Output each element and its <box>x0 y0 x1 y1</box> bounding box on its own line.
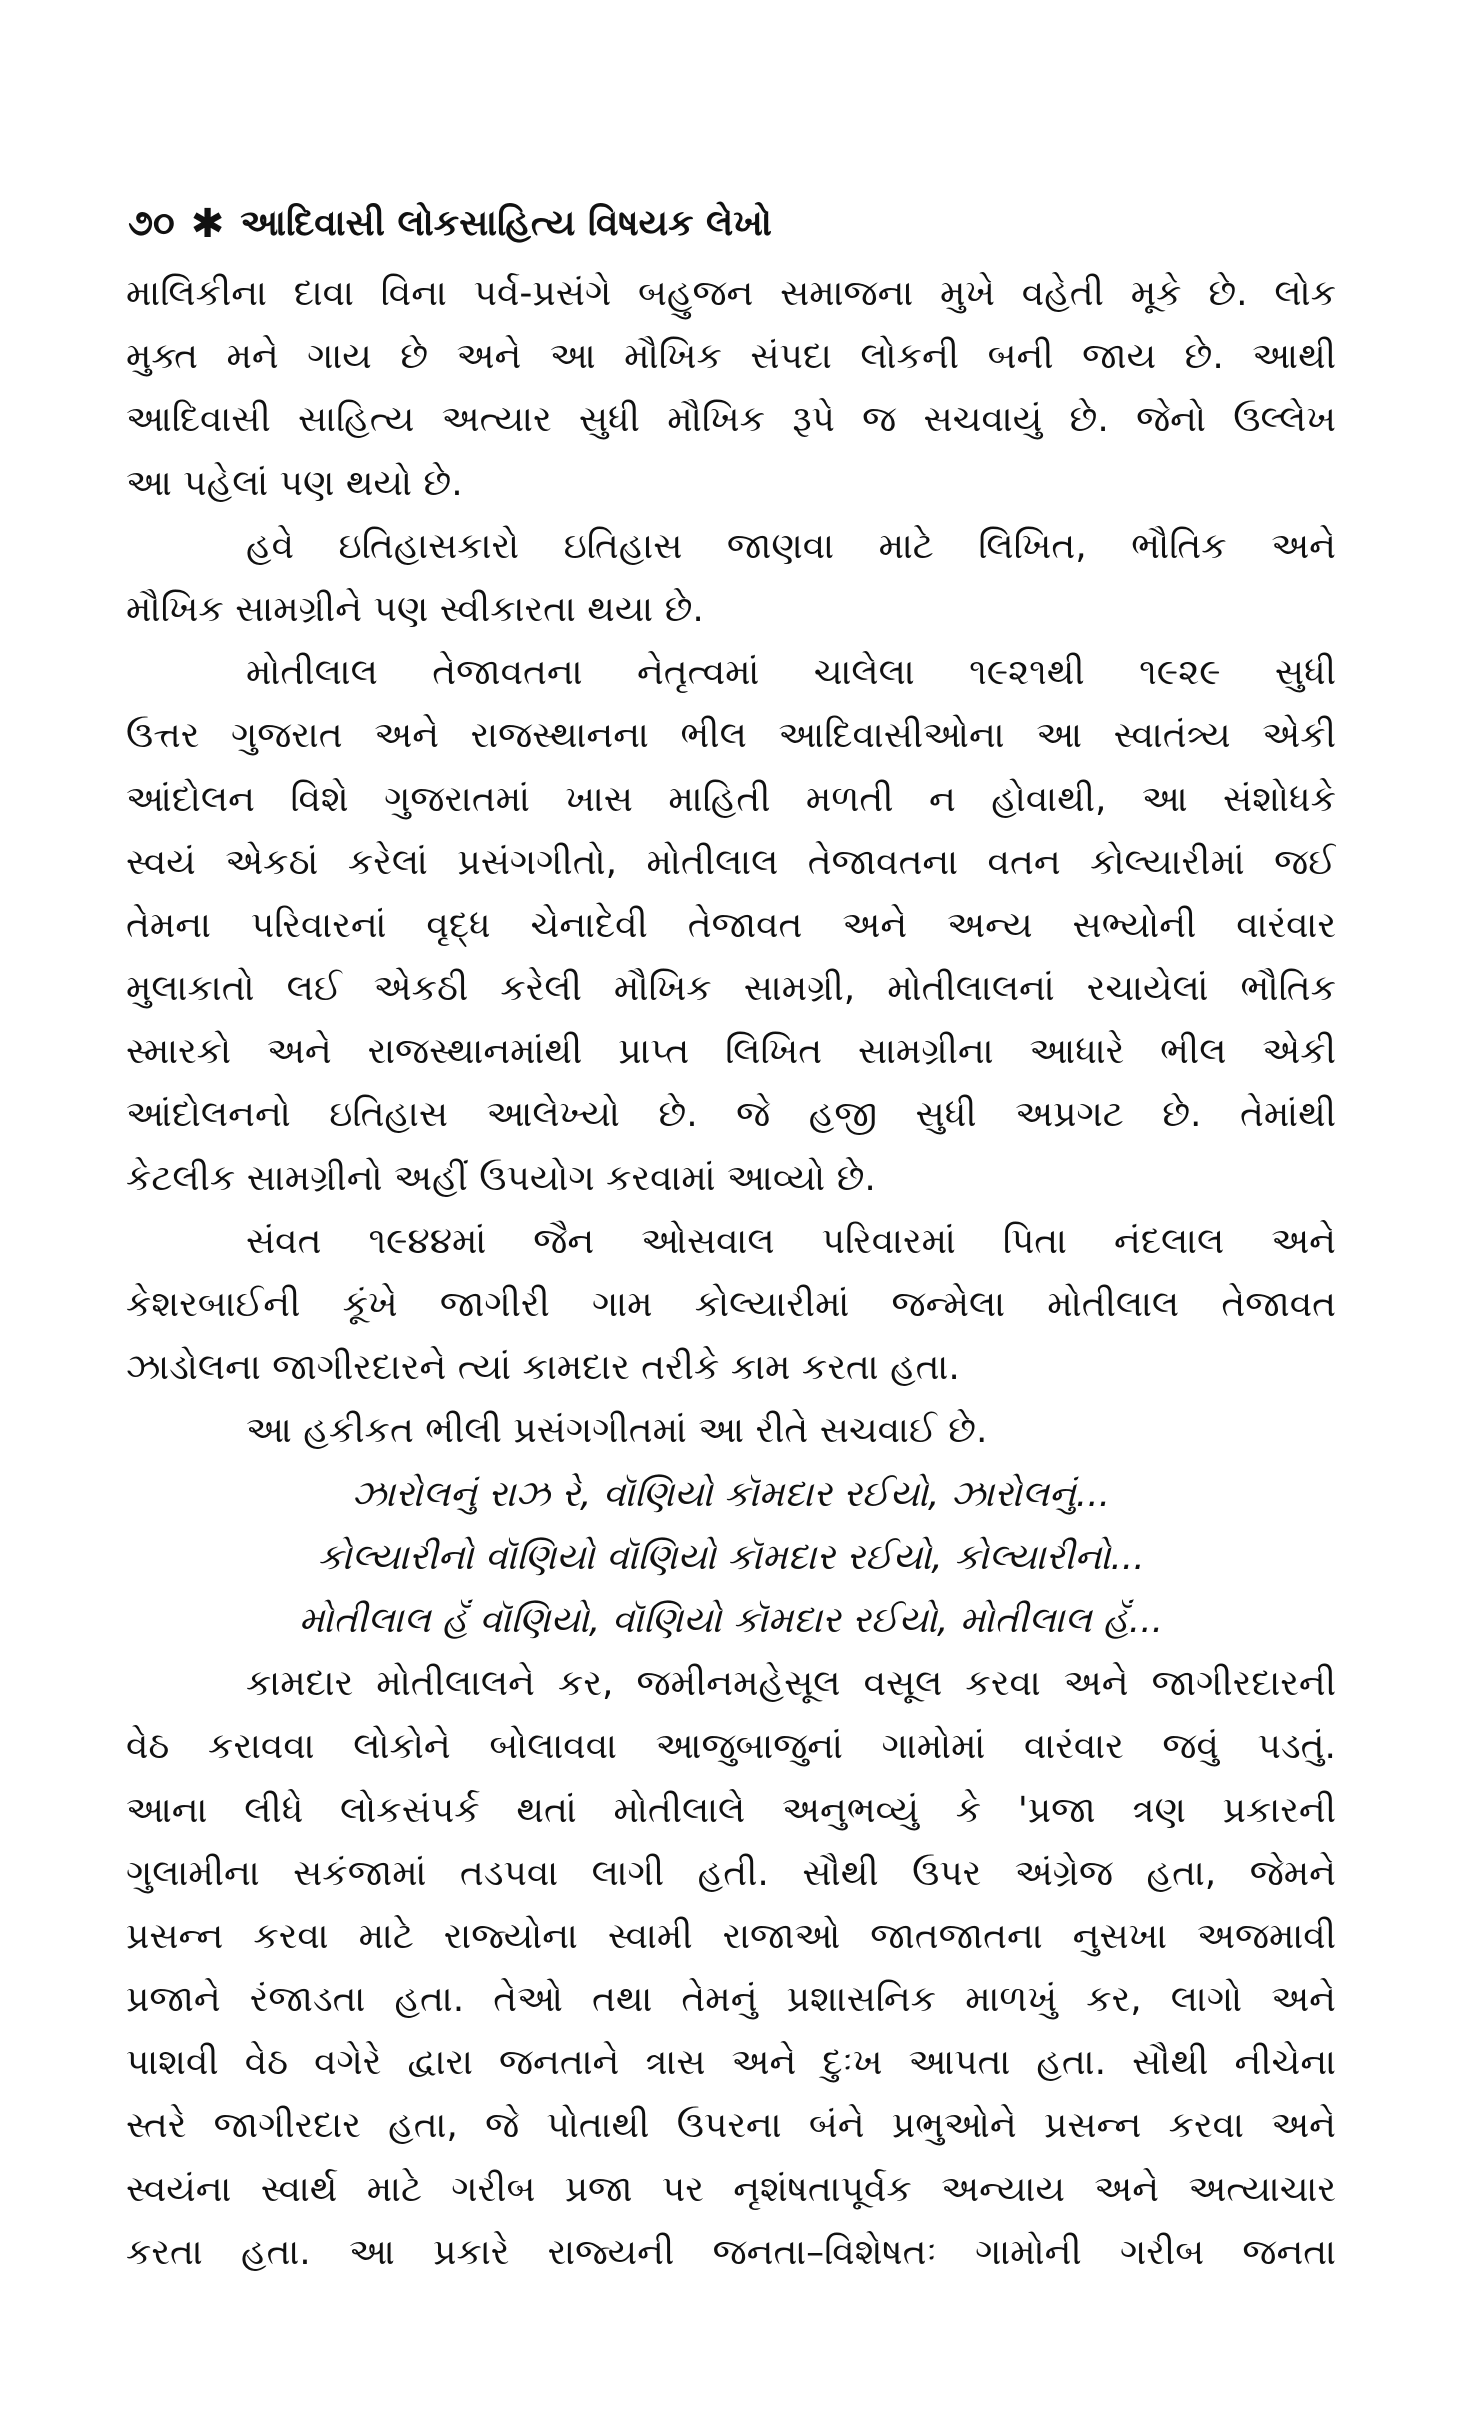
text-line: ગુલામીના સકંજામાં તડપવા લાગી હતી. સૌથી ઉપર અંગ્રેજ હતા, જેમને <box>126 1852 1336 1894</box>
text-line: પ્રસન્ન કરવા માટે રાજ્યોના સ્વામી રાજાઓ જાતજાતના નુસખા અજમાવી <box>126 1915 1336 1957</box>
text-line: ઝાડોલના જાગીરદારને ત્યાં કામદાર તરીકે કામ કરતા હતા. <box>126 1347 960 1389</box>
text-line: મુક્ત મને ગાય છે અને આ મૌખિક સંપદા લોકની બની જાય છે. આથી <box>126 336 1336 378</box>
text-line: સ્વયં એકઠાં કરેલાં પ્રસંગગીતો, મોતીલાલ તેજાવતના વતન કોલ્યારીમાં જઈ <box>126 841 1336 883</box>
text-line: પાશવી વેઠ વગેરે દ્વારા જનતાને ત્રાસ અને દુઃખ આપતા હતા. સૌથી નીચેના <box>126 2042 1336 2084</box>
paragraph-start: મોતીલાલ તેજાવતના નેતૃત્વમાં ચાલેલા ૧૯૨૧થી ૧૯૨૯ સુધી <box>246 652 1336 694</box>
text-line: સ્મારકો અને રાજસ્થાનમાંથી પ્રાપ્ત લિખિત સામગ્રીના આધારે ભીલ એકી <box>126 1031 1336 1073</box>
running-title: આદિવાસી લોકસાહિત્ય વિષયક લેખો <box>240 203 772 244</box>
text-line: આંદોલનનો ઇતિહાસ આલેખ્યો છે. જે હજી સુધી અપ્રગટ છે. તેમાંથી <box>126 1094 1336 1136</box>
text-line: આંદોલન વિશે ગુજરાતમાં ખાસ માહિતી મળતી ન હોવાથી, આ સંશોધકે <box>126 778 1336 820</box>
text-line: સ્વયંના સ્વાર્થ માટે ગરીબ પ્રજા પર નૃશંષતાપૂર્વક અન્યાય અને અત્યાચાર <box>126 2168 1336 2210</box>
paragraph-start: આ હકીકત ભીલી પ્રસંગગીતમાં આ રીતે સચવાઈ છે. <box>246 1410 988 1452</box>
text-line: તેમના પરિવારનાં વૃદ્ધ ચેનાદેવી તેજાવત અને અન્ય સભ્યોની વારંવાર <box>126 904 1336 946</box>
verse-line: ઝારોલનું રાઝ રે, વૉણિયો કૉમદાર રઈયો, ઝારોલનું... <box>351 1473 1111 1515</box>
text-line: આ પહેલાં પણ થયો છે. <box>126 462 463 504</box>
asterisk-ornament: ✱ <box>190 201 225 247</box>
text-line: મુલાકાતો લઈ એકઠી કરેલી મૌખિક સામગ્રી, મોતીલાલનાં રચાયેલાં ભૌતિક <box>126 968 1336 1010</box>
verse-line: મોતીલાલ હૅં વૉણિયો, વૉણિયો કૉમદાર રઈયો, મોતીલાલ હૅં... <box>298 1599 1164 1641</box>
body-text <box>126 262 1336 2284</box>
text-line: કરતા હતા. આ પ્રકારે રાજ્યની જનતા–વિશેષતઃ ગામોની ગરીબ જનતા <box>126 2231 1336 2273</box>
paragraph-start: સંવત ૧૯૪૪માં જૈન ઓસવાલ પરિવારમાં પિતા નંદલાલ અને <box>246 1220 1336 1262</box>
text-line: પ્રજાને રંજાડતા હતા. તેઓ તથા તેમનું પ્રશાસનિક માળખું કર, લાગો અને <box>126 1979 1336 2021</box>
text-line: આના લીધે લોકસંપર્ક થતાં મોતીલાલે અનુભવ્યું કે 'પ્રજા ત્રણ પ્રકારની <box>126 1789 1336 1831</box>
page-number: ૭૦ <box>128 203 175 244</box>
text-line: કેશરબાઈની કૂંખે જાગીરી ગામ કોલ્યારીમાં જન્મેલા મોતીલાલ તેજાવત <box>126 1284 1336 1325</box>
verse-line: કોલ્યારીનો વૉણિયો વૉણિયો કૉમદાર રઈયો, કોલ્યારીનો... <box>317 1536 1145 1578</box>
text-line: વેઠ કરાવવા લોકોને બોલાવવા આજુબાજુનાં ગામોમાં વારંવાર જવું પડતું. <box>126 1726 1336 1768</box>
paragraph-start: કામદાર મોતીલાલને કર, જમીનમહેસૂલ વસૂલ કરવા અને જાગીરદારની <box>246 1663 1336 1705</box>
text-line: કેટલીક સામગ્રીનો અહીં ઉપયોગ કરવામાં આવ્યો છે. <box>126 1157 876 1199</box>
text-line: ઉત્તર ગુજરાત અને રાજસ્થાનના ભીલ આદિવાસીઓના આ સ્વાતંત્ર્ય એકી <box>126 715 1336 757</box>
text-line: મૌખિક સામગ્રીને પણ સ્વીકારતા થયા છે. <box>126 588 704 630</box>
text-line: સ્તરે જાગીરદાર હતા, જે પોતાથી ઉપરના બંને પ્રભુઓને પ્રસન્ન કરવા અને <box>126 2105 1336 2147</box>
paragraph-start: હવે ઇતિહાસકારો ઇતિહાસ જાણવા માટે લિખિત, ભૌતિક અને <box>246 525 1336 567</box>
text-line: આદિવાસી સાહિત્ય અત્યાર સુધી મૌખિક રૂપે જ સચવાયું છે. જેનો ઉલ્લેખ <box>126 399 1336 441</box>
text-line: માલિકીના દાવા વિના પર્વ-પ્રસંગે બહુજન સમાજના મુખે વહેતી મૂકે છે. લોક <box>126 273 1336 314</box>
running-header <box>128 196 1328 252</box>
